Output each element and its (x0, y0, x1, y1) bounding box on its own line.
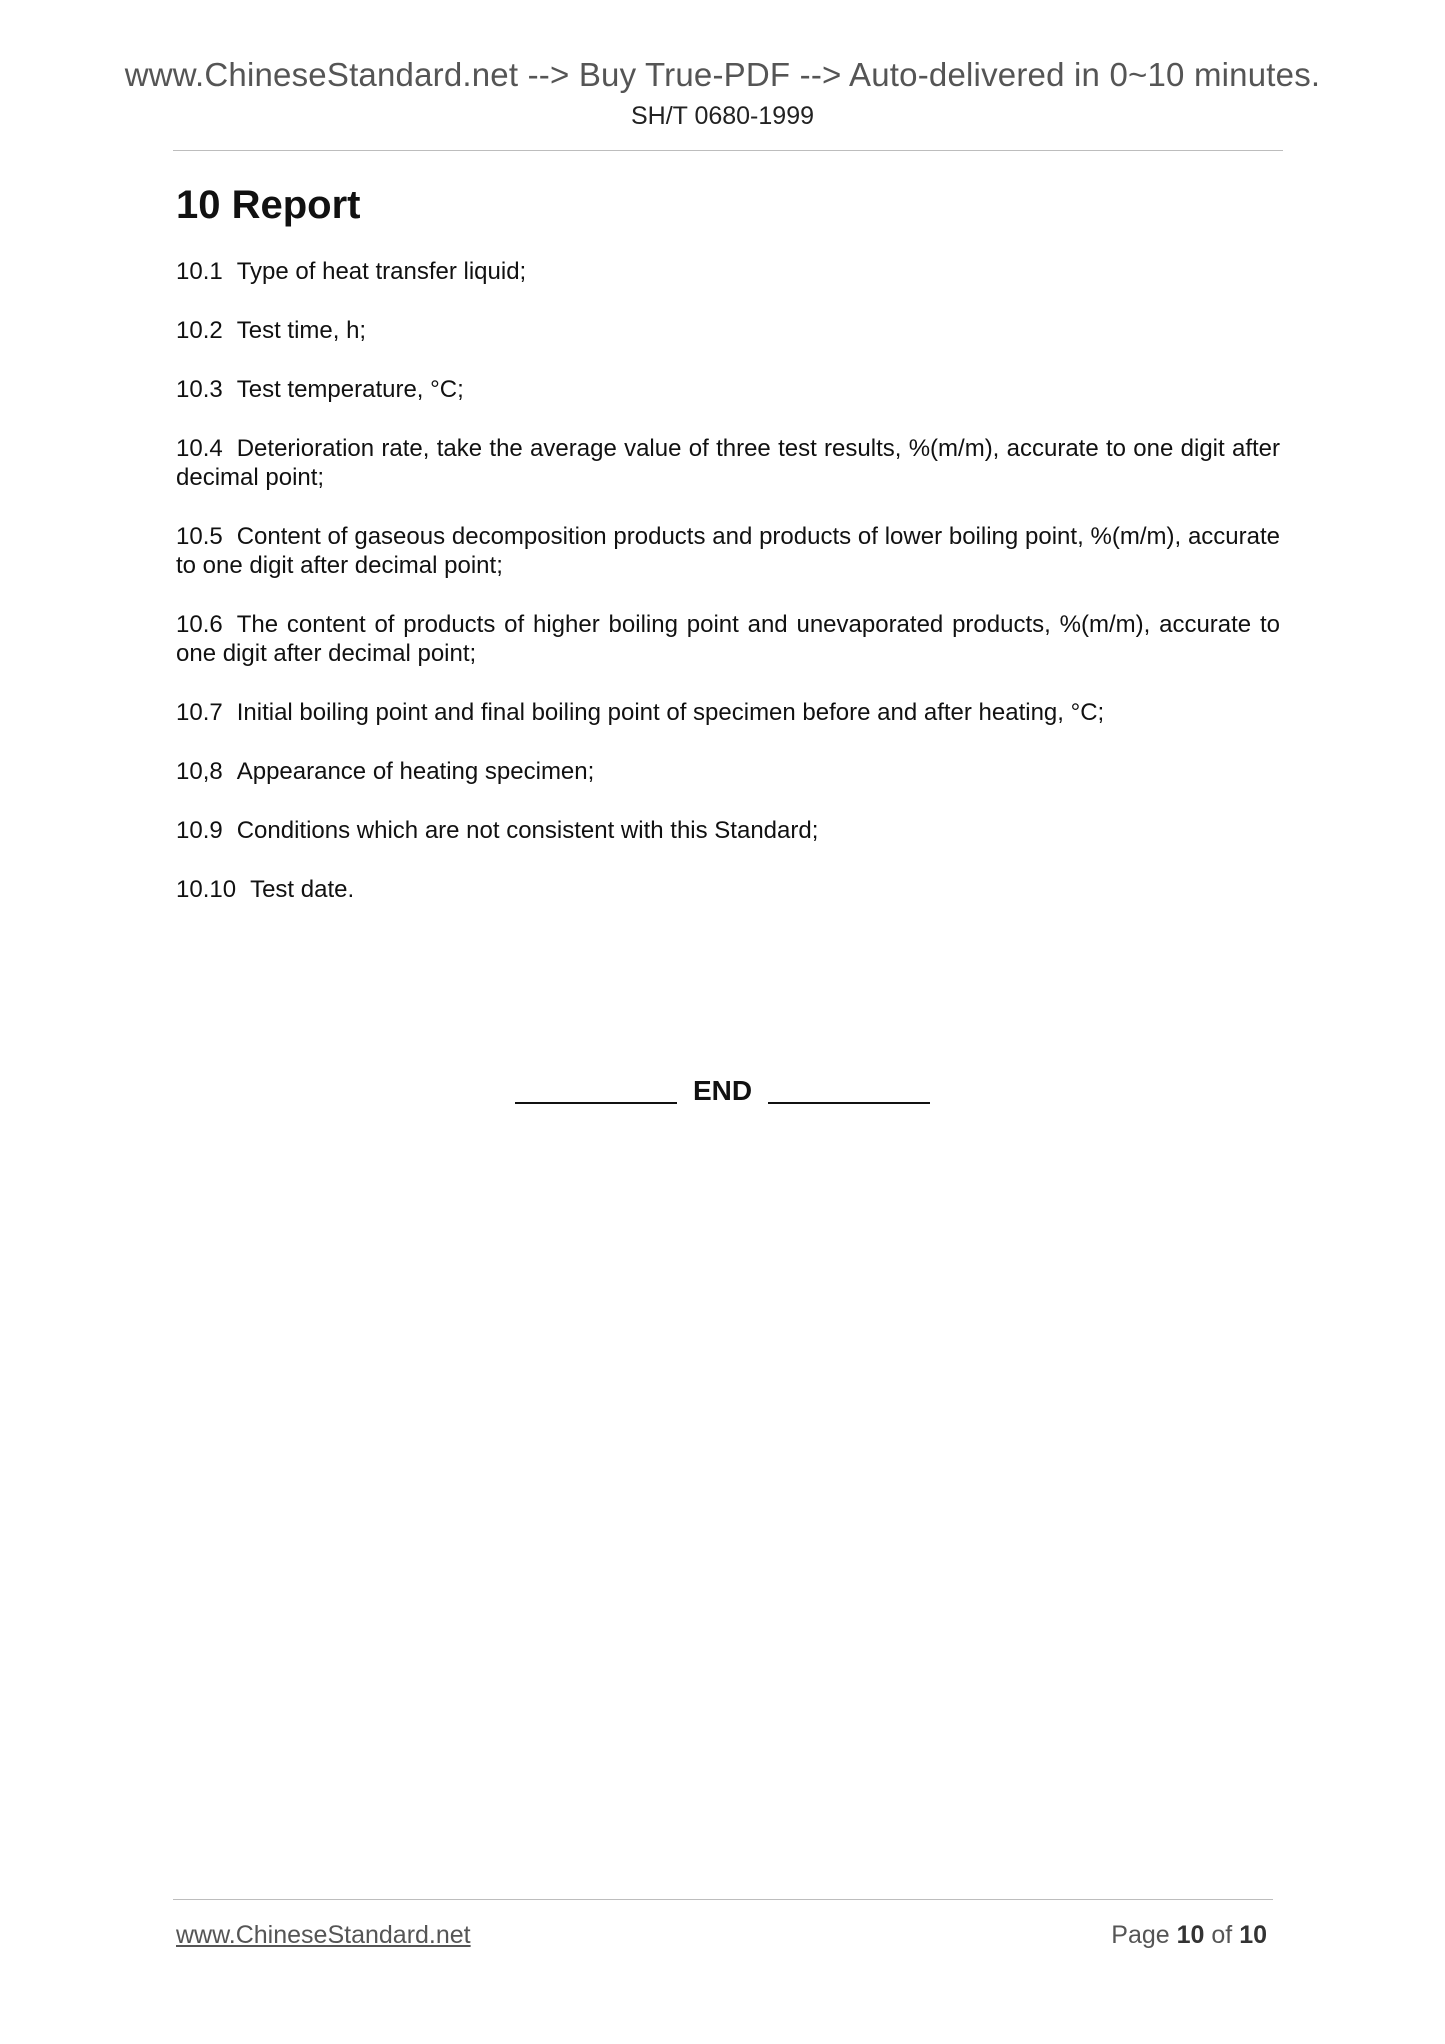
clause-text: The content of products of higher boiling point and unevaporated products, %(m/m), accurate to one digit after decimal point; (176, 611, 1280, 667)
page-indicator (1111, 1921, 1267, 1950)
header-banner: www.ChineseStandard.net --> Buy True-PDF --> Auto-delivered in 0~10 minutes. (124, 56, 1321, 93)
clause-text: Initial boiling point and final boiling point of specimen before and after heating, °C; (236, 699, 1105, 726)
clause-10-4 (176, 434, 1280, 492)
clause-number: 10,8 (176, 758, 223, 785)
clause-number: 10.3 (176, 376, 223, 403)
clause-number: 10.10 (176, 876, 237, 903)
clause-10-1 (176, 257, 1280, 286)
section-heading: 10 Report (176, 183, 361, 227)
end-label: END (692, 1075, 753, 1106)
clause-10-7 (176, 698, 1280, 727)
clause-text: Content of gaseous decomposition products and products of lower boiling point, %(m/m), accurate to one digit after decimal point; (176, 523, 1280, 579)
clause-text: Appearance of heating specimen; (236, 758, 595, 785)
clause-text: Type of heat transfer liquid; (236, 258, 527, 285)
page-current: 10 (1176, 1921, 1205, 1949)
clause-10-5 (176, 522, 1280, 580)
page-of: of (1211, 1921, 1233, 1949)
clause-number: 10.5 (176, 523, 223, 550)
clause-text: Conditions which are not consistent with this Standard; (236, 817, 819, 844)
clause-number: 10.9 (176, 817, 223, 844)
end-rule-right (768, 1102, 930, 1104)
clause-number: 10.4 (176, 435, 223, 462)
clause-text: Test temperature, °C; (236, 376, 464, 403)
end-marker (0, 1075, 1445, 1107)
footer-divider (173, 1899, 1273, 1900)
page-total: 10 (1239, 1921, 1267, 1949)
clause-10-2 (176, 316, 1280, 345)
clause-number: 10.6 (176, 611, 223, 638)
clause-10-6 (176, 610, 1280, 668)
clause-list (176, 257, 1280, 934)
clause-text: Deterioration rate, take the average value of three test results, %(m/m), accurate to one digit after decimal point; (176, 435, 1280, 491)
clause-10-8 (176, 757, 1280, 786)
clause-10-3 (176, 375, 1280, 404)
clause-10-10 (176, 875, 1280, 904)
clause-number: 10.7 (176, 699, 223, 726)
clause-number: 10.2 (176, 317, 223, 344)
standard-code: SH/T 0680-1999 (631, 102, 814, 130)
clause-number: 10.1 (176, 258, 223, 285)
footer-website-link[interactable]: www.ChineseStandard.net (176, 1921, 471, 1949)
clause-text: Test time, h; (236, 317, 367, 344)
clause-text: Test date. (250, 876, 355, 903)
clause-10-9 (176, 816, 1280, 845)
end-rule-left (515, 1102, 677, 1104)
header-divider (173, 150, 1283, 151)
page-prefix: Page (1111, 1921, 1170, 1949)
